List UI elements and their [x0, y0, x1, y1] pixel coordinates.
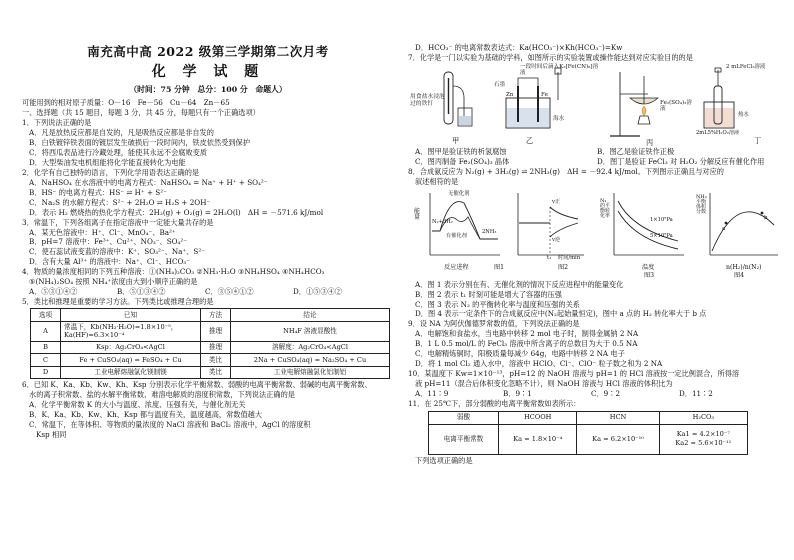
option-b: B．白铁镀锌铁表面的镀层发生破损后一段时间内，铁皮依然受到保护	[29, 138, 250, 148]
table-header: 弱酸	[429, 411, 499, 424]
chart-xlabel: 温度	[642, 263, 655, 271]
question-6	[22, 380, 394, 440]
chart-ylabel: 能量	[414, 207, 421, 222]
figure-note: 2mL5%H₂O₂溶液	[696, 129, 740, 136]
right-column	[408, 0, 780, 560]
table-row	[31, 321, 390, 341]
option-b: B．图乙是验证铁作正极	[597, 146, 675, 156]
table-cell: 溶解度：Ag₂CrO₄<AgCl	[231, 341, 390, 354]
point-b	[761, 211, 764, 214]
option-c: C．图 3 表示 N₂ 的平衡转化率与温度和压强的关系	[415, 299, 580, 309]
table-cell: Ksp：Ag₂CrO₄<AgCl	[61, 341, 201, 354]
question-stem-line1: 6．已知 K、Ka、Kb、Kw、Kh、Ksp 分别表示化学平衡常数、弱酸的电离平衡常数、弱碱的电离平衡常数、	[22, 380, 372, 389]
chart-fig4	[710, 193, 778, 255]
chart-xlabel: 时间/min	[558, 254, 581, 261]
option-d: D．11∶2	[679, 388, 713, 398]
exam-title: 南充高中高 2022 级第三学期第二次月考	[87, 44, 329, 59]
table-header: HCOOH	[499, 411, 577, 424]
question-stem-line1: 8．合成氨反应为 N₂(g) + 3H₂(g) ⇌ 2NH₃(g) ΔH = －92.4 kJ/mol。下列图示正确且与对应的	[408, 166, 724, 176]
question-tail: 下列选项正确的是	[415, 455, 473, 465]
chart-captions	[408, 263, 780, 279]
table-cell: D	[31, 366, 61, 379]
chart-note: 5×10⁵Pa	[650, 232, 673, 239]
option-d: D．HCO₃⁻ 的电离常数表达式：Ka(HCO₃⁻)×Kh(HCO₃⁻)=Kw	[415, 43, 623, 52]
point-a	[725, 221, 728, 224]
option-d: D．①⑤③④②	[293, 287, 342, 297]
chart-caption: 图3	[644, 271, 655, 279]
table-row	[31, 354, 390, 367]
option-b: B．9∶1	[503, 388, 532, 398]
option-c: C．电解精炼铜时，阳极质量每减少 64g，电路中转移 2 NA 电子	[415, 349, 625, 359]
option-b: B．pH=7 溶液中：Fe³⁺、Cu²⁺、NO₃⁻、SO₄²⁻	[29, 237, 188, 247]
figure-note: 海水	[553, 115, 565, 122]
chart-ylabel: NH₃平衡体积分数	[696, 193, 707, 216]
question-stem: 7．化学是一门以实验为基础的学科，如图所示的实验装置或操作能达到对应实验目的的是	[408, 52, 693, 62]
question-stem: 11．在 25℃下，部分弱酸的电离平衡常数如表所示：	[408, 398, 581, 408]
table-cell: C	[31, 354, 61, 367]
table-header: 选项	[31, 309, 61, 322]
options-row-1	[408, 147, 780, 157]
table-header: 已知	[61, 309, 201, 322]
question-stem-line2: 液 pH=11（混合后体积变化忽略不计），则 NaOH 溶液与 HCl 溶液的体积比为	[415, 379, 673, 388]
option-c: C．图丙制备 Fe₂(SO₄)₃ 晶体	[415, 156, 510, 166]
option-b: B．⑤①③④②	[117, 287, 166, 297]
table-cell: A	[31, 321, 61, 341]
option-c: C．③⑤④①②	[205, 287, 254, 297]
chart-note: 有催化剂	[446, 232, 467, 239]
apparatus-figures	[408, 64, 780, 146]
table-header: 结论	[231, 309, 390, 322]
question-8	[408, 167, 780, 320]
option-c-continued: Ksp 相同	[36, 429, 67, 439]
question-3	[22, 218, 394, 268]
table-header: HCN	[577, 411, 659, 424]
chart-caption: 图1	[494, 263, 505, 271]
option-d: D．含有大量 Al³⁺ 的溶液中：Na⁺、Cl⁻、HCO₃⁻	[29, 257, 191, 267]
question-stem: 9．设 NA 为阿伏伽德罗常数的值，下列说法正确的是	[408, 319, 580, 329]
option-d: D．将 1 mol Cl₂ 通入水中，溶液中 HClO、Cl⁻、ClO⁻ 粒子数之和为 2 NA	[415, 359, 663, 369]
option-d: D．图丁是验证 FeCl₃ 对 H₂O₂ 分解反应有催化作用	[597, 156, 765, 166]
option-a: A．图甲是验证铁的析氢腐蚀	[415, 146, 507, 156]
option-c: C．常温下，在等体积、等物质的量浓度的 NaCl 溶液和 BaCl₂ 溶液中，AgCl 的溶度积	[29, 419, 311, 429]
table-cell: Fe + CuSO₄(aq) = FeSO₄ + Cu	[61, 354, 201, 367]
question-stem-line2: ⑤(NH₄)₂SO₄ 按照 NH₄⁺浓度由大到小顺序正确的是	[29, 277, 198, 287]
table-cell: 类比	[201, 366, 231, 379]
option-a: A．图 1 表示分别在有、无催化剂的情况下反应进程中的能量变化	[415, 279, 624, 289]
apparatus-bing	[610, 72, 658, 136]
question-stem: 5．类比和推理是重要的学习方法。下列类比或推理合理的是	[22, 297, 214, 307]
chart-figures	[408, 189, 780, 264]
table-header: H₂CO₃	[659, 411, 747, 424]
chart-xlabel: n(H₂)/n(N₂)	[726, 263, 762, 271]
figure-note: 石墨	[494, 81, 506, 88]
table-cell: Ka = 6.2×10⁻¹⁰	[577, 424, 659, 454]
chart-fig3	[614, 193, 684, 255]
figure-note: Fe₂(SO₄)₃溶液	[660, 99, 692, 113]
chart-xlabel: 反应进程	[444, 263, 469, 271]
table-cell: B	[31, 341, 61, 354]
table-cell	[659, 424, 747, 454]
option-a: A．某无色溶液中：H⁺、Cl⁻、MnO₄⁻、Ba²⁺	[29, 227, 176, 237]
question-4	[22, 267, 394, 297]
table-header-row	[429, 411, 748, 424]
table-cell: 类比	[201, 354, 231, 367]
figure-note: Zn	[506, 91, 514, 98]
v-forward-curve	[550, 207, 578, 219]
figure-note: 用食盐水浸泡过的铁钉	[410, 93, 445, 107]
chart-note: t₁	[547, 254, 552, 261]
options-row-2	[408, 157, 780, 167]
chart-ylabel: N₂的平衡转化率	[600, 197, 611, 220]
subject-title: 化 学 试 题	[151, 64, 265, 81]
apparatus-jia	[444, 72, 472, 126]
question-stem: 3．常温下，下列各组离子在指定溶液中一定能大量共存的是	[22, 217, 214, 227]
atomic-masses: 可能用到的相对原子质量：O－16 Fe－56 Cu－64 Zn－65	[22, 98, 230, 108]
option-d: D．表示 H₂ 燃烧热的热化学方程式：2H₂(g) + O₂(g) = 2H₂O(l) ΔH = －571.6 kJ/mol	[29, 207, 324, 217]
section-heading: 一、选择题（共 15 题目，每题 3 分，共 45 分，每题只有一个正确选项）	[22, 108, 260, 118]
v-reverse-curve	[550, 223, 578, 237]
option-c: C．使石蕊试液变蓝的溶液中：K⁺、SO₃²⁻、Na⁺、S²⁻	[29, 247, 206, 257]
figure-note: 热水	[738, 111, 749, 118]
ka1-value: Ka1 = 4.2×10⁻⁷	[676, 430, 730, 439]
question-stem-line1: 4．物质的量浓度相同的下列五种溶液：①(NH₄)₂CO₃ ②NH₃·H₂O ③NH₄HSO₄ ④NH₄HCO₃	[22, 267, 325, 277]
table-row	[31, 366, 390, 379]
question-5	[22, 297, 394, 379]
question-stem-line2: 叙述相符的是	[415, 176, 459, 186]
chart-note: 1×10⁵Pa	[650, 216, 673, 223]
option-a: A．NaHSO₄ 在水溶液中的电离方程式：NaHSO₄ = Na⁺ + H⁺ + SO₄²⁻	[29, 177, 268, 187]
table-cell: 工业电解熔融氯化镁制镁	[61, 366, 201, 379]
figure-label-bing: 丙	[646, 137, 654, 147]
table-cell: 常温下，Kb(NH₃·H₂O)=1.8×10⁻⁵，Ka(HF)=6.3×10⁻⁴	[61, 321, 201, 341]
table-cell: 电离平衡常数	[429, 424, 499, 454]
figure-label-yi: 乙	[526, 135, 534, 145]
table-cell: Ka = 1.8×10⁻⁴	[499, 424, 577, 454]
option-b: B．图 2 表示 t₁ 时刻可能是增大了容器的压强	[415, 289, 562, 299]
table-cell: 推理	[201, 341, 231, 354]
option-c: C．9∶2	[591, 388, 621, 398]
option-a: A．11∶9	[415, 388, 449, 398]
point-b-label: b	[764, 214, 768, 221]
chart-note: N₂+3H₂	[432, 218, 453, 225]
option-a: A．化学平衡常数 K 的大小与温度、浓度、压强有关，与催化剂无关	[29, 399, 246, 409]
option-b: B．K、Ka、Kb、Kw、Kh、Ksp 都与温度有关，温度越高，常数值越大	[29, 409, 263, 419]
ionization-constants-table	[428, 411, 748, 455]
question-7	[408, 53, 780, 167]
table-cell: 工业电解熔融氯化铝制铝	[231, 366, 390, 379]
table-header: 方法	[201, 309, 231, 322]
question-stem-line1: 10．某温度下 Kw=1×10⁻¹³，pH=12 的 NaOH 溶液与 pH=1 的 HCl 溶液按一定比例混合，所得溶	[408, 369, 740, 379]
table-cell: 推理	[201, 321, 231, 341]
figure-note: 2 mLFeCl₃溶液	[726, 63, 766, 70]
option-d: D．图 4 表示一定条件下的合成氨反应中(N₂起始量恒定)，图中 a 点的 H₂ 转化率大于 b 点	[415, 309, 707, 319]
question-11	[408, 399, 780, 466]
left-column	[22, 0, 394, 560]
table-cell: NH₄F 溶液显酸性	[231, 321, 390, 341]
figure-note: Fe	[541, 91, 548, 98]
option-c: C．Na₂S 的水解方程式：S²⁻ + 2H₂O ⇌ H₂S + 2OH⁻	[29, 197, 211, 207]
ka2-value: Ka2 = 5.6×10⁻¹¹	[675, 439, 732, 448]
option-b: B．1 L 0.5 mol/L 的 FeCl₃ 溶液中所含离子的总数目为大于 0.5 NA	[415, 339, 638, 349]
figure-label-ding: 丁	[754, 135, 762, 145]
table-row	[429, 424, 748, 454]
table-header-row	[31, 309, 390, 322]
chart-caption: 图4	[734, 271, 745, 279]
chart-caption: 图2	[558, 263, 569, 271]
option-d: D．大型柴油发电机组能将化学能直接转化为电能	[29, 157, 186, 167]
question-stem: 1．下列说法正确的是	[22, 118, 92, 128]
chart-note: v逆	[552, 236, 561, 243]
options-row	[408, 389, 780, 399]
apparatus-ding	[704, 68, 734, 128]
chart-fig2	[518, 193, 584, 255]
table-row	[31, 341, 390, 354]
question-9	[408, 319, 780, 369]
option-c: C．将西瓜表品进行冷藏处理，能使其永远不会腐败变质	[29, 148, 208, 157]
option-a: A．⑤③①④②	[29, 287, 78, 297]
table-cell: 2Na + CuSO₄(aq) = Na₂SO₄ + Cu	[231, 354, 390, 367]
chart-note: 2NH₃	[482, 228, 497, 235]
options-row	[22, 287, 394, 297]
option-a: A．凡是放热反应都是自发的，凡是吸热反应都是非自发的	[29, 128, 214, 138]
chart-note: v正	[552, 198, 561, 205]
option-b: B．HS⁻ 的电离方程式：HS⁻ ⇌ H⁺ + S²⁻	[29, 187, 167, 197]
question-1	[22, 118, 394, 168]
exam-info: （时间：75 分钟 总分：100 分 命题人）	[129, 84, 287, 94]
question-stem-line2: 水的离子积常数、盐的水解平衡常数、难溶电解质的溶度积常数，下列说法正确的是	[29, 389, 295, 399]
figure-label-jia: 甲	[452, 135, 460, 145]
figure-note: 一段时间后滴入K₃[Fe(CN)₆]溶液	[520, 63, 599, 77]
analogy-table	[30, 308, 390, 379]
question-stem: 2．化学有自己独特的语言，下列化学用语表达正确的是	[22, 167, 200, 177]
chart-note: 无催化剂	[448, 190, 470, 197]
question-2	[22, 168, 394, 218]
point-a-label: a	[722, 225, 726, 232]
question-10	[408, 369, 780, 399]
option-a: A．电解饱和食盐水，当电路中转移 2 mol 电子时，制得金属钠 2 NA	[415, 329, 639, 339]
